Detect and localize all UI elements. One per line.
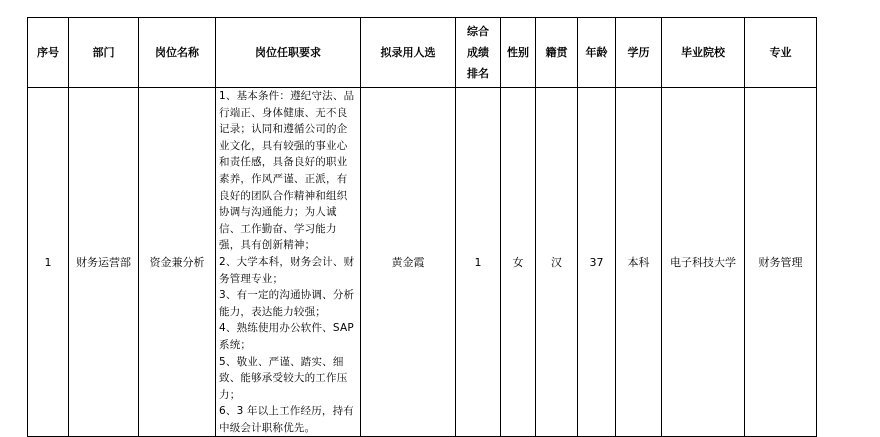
header-major: 专业	[745, 18, 817, 88]
cell-rank: 1	[456, 88, 501, 437]
cell-no: 1	[28, 88, 69, 437]
header-rank: 综合成绩排名	[456, 18, 501, 88]
cell-candidate: 黄金霞	[361, 88, 456, 437]
header-requirements: 岗位任职要求	[216, 18, 361, 88]
header-row	[28, 18, 817, 88]
cell-position: 资金兼分析	[139, 88, 216, 437]
cell-education: 本科	[616, 88, 662, 437]
cell-dept: 财务运营部	[69, 88, 139, 437]
recruitment-table-container	[27, 17, 817, 437]
header-no: 序号	[28, 18, 69, 88]
requirement-item: 5、敬业、严谨、踏实、细致、能够承受较大的工作压力；	[219, 355, 348, 401]
recruitment-table	[27, 17, 817, 437]
cell-origin: 汉	[536, 88, 578, 437]
cell-age: 37	[578, 88, 616, 437]
cell-major: 财务管理	[745, 88, 817, 437]
header-position: 岗位名称	[139, 18, 216, 88]
cell-gender: 女	[501, 88, 536, 437]
header-education: 学历	[616, 18, 662, 88]
requirement-item: 3、有一定的沟通协调、分析能力，表达能力较强；	[219, 289, 355, 318]
header-dept: 部门	[69, 18, 139, 88]
cell-school: 电子科技大学	[662, 88, 745, 437]
requirement-item: 2、大学本科，财务会计、财务管理专业；	[219, 255, 355, 285]
cell-requirements	[216, 88, 361, 437]
header-school: 毕业院校	[662, 18, 745, 88]
header-age: 年龄	[578, 18, 616, 88]
header-gender: 性别	[501, 18, 536, 88]
requirement-item: 4、熟练使用办公软件、SAP系统；	[219, 322, 354, 351]
table-row	[28, 88, 817, 437]
requirement-item: 1、基本条件：遵纪守法、品行端正、身体健康、无不良记录；认同和遵循公司的企业文化，具有较强的事业心和责任感，具备良好的职业素养，作风严谨、正派，有良好的团队合作精神和组织协调与沟通能力；为人诚信、工作勤奋、学习能力强，具有创新精神；	[219, 90, 355, 252]
requirement-item: 6、3 年以上工作经历，持有中级会计职称优先。	[219, 405, 354, 434]
header-candidate: 拟录用人选	[361, 18, 456, 88]
header-origin: 籍贯	[536, 18, 578, 88]
